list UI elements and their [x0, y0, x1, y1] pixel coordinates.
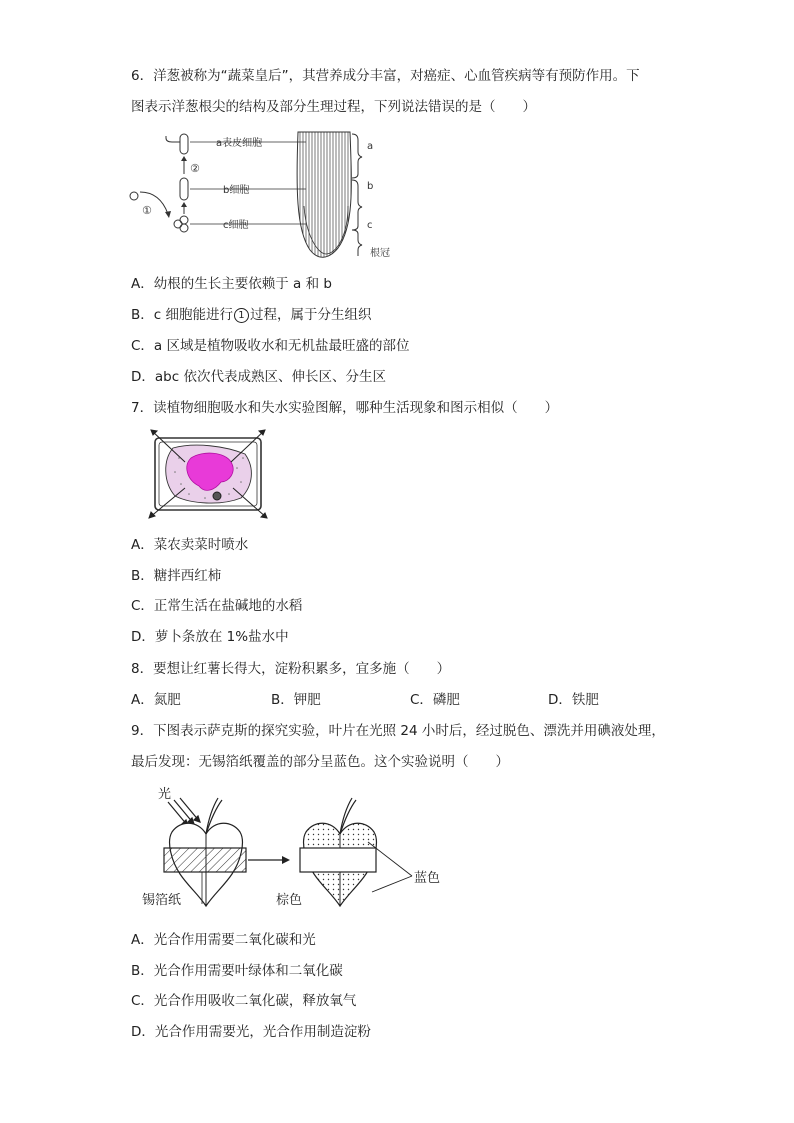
- q6-option-b: [131, 305, 371, 325]
- q8-option-c: C．磷肥: [410, 692, 460, 708]
- brown-area-drawing: [300, 848, 376, 872]
- label-a-cell: a表皮细胞: [216, 138, 263, 149]
- q8-stem: 8．要想让红薯长得大，淀粉积累多，宜多施（ ）: [131, 661, 451, 677]
- left-leaf-drawing: [164, 798, 246, 906]
- zone-b-label: b: [367, 181, 374, 192]
- q6-option-a: A．幼根的生长主要依赖于 a 和 b: [131, 276, 332, 292]
- brown-label: 棕色: [276, 893, 303, 908]
- q6-option-c: C．a 区域是植物吸收水和无机盐最旺盛的部位: [131, 338, 410, 354]
- q6-option-b-pre: B．c 细胞能进行: [131, 307, 233, 323]
- light-arrows: [168, 798, 200, 826]
- q7-option-a: A．菜农卖菜时喷水: [131, 537, 249, 553]
- q9-option-a: A．光合作用需要二氧化碳和光: [131, 932, 316, 948]
- foil-label: 锡箔纸: [142, 893, 182, 908]
- q9-stem-line1: 9．下图表示萨克斯的探究实验，叶片在光照 24 小时后，经过脱色、漂洗并用碘液处理，: [131, 723, 665, 739]
- root-cap-label: 根冠: [370, 248, 390, 259]
- q9-sachs-experiment-figure: [136, 782, 446, 912]
- q7-plant-cell-figure: [145, 428, 270, 520]
- q8-option-a: A．氮肥: [131, 692, 181, 708]
- q9-option-c: C．光合作用吸收二氧化碳，释放氧气: [131, 993, 357, 1009]
- q7-stem: 7．读植物细胞吸水和失水实验图解，哪种生活现象和图示相似（ ）: [131, 400, 559, 416]
- q7-option-b: B．糖拌西红柿: [131, 568, 222, 584]
- right-leaf-drawing: [300, 798, 376, 906]
- zone-c-label: c: [367, 220, 373, 231]
- root-tip-drawing: [297, 132, 351, 257]
- q8-option-b: B．钾肥: [271, 692, 321, 708]
- step2-label: ②: [190, 162, 200, 175]
- foil-strip-drawing: [164, 848, 246, 872]
- circled-step-1: 1: [234, 308, 249, 323]
- q6-option-b-post: 过程，属于分生组织: [249, 307, 372, 323]
- q7-option-d: D．萝卜条放在 1%盐水中: [131, 629, 289, 645]
- nucleus-drawing: [213, 492, 221, 500]
- light-label: 光: [158, 787, 172, 802]
- q9-stem-line2: 最后发现：无锡箔纸覆盖的部分呈蓝色。这个实验说明（ ）: [131, 754, 509, 770]
- q6-option-d: D．abc 依次代表成熟区、伸长区、分生区: [131, 369, 386, 385]
- q7-option-c: C．正常生活在盐碱地的水稻: [131, 598, 303, 614]
- q6-stem-line2: 图表示洋葱根尖的结构及部分生理过程，下列说法错误的是（ ）: [131, 99, 536, 115]
- zone-a-label: a: [367, 141, 374, 152]
- q9-option-b: B．光合作用需要叶绿体和二氧化碳: [131, 963, 343, 979]
- zone-braces: [352, 134, 362, 256]
- mother-cell-drawing: [130, 192, 138, 200]
- step1-label: ①: [142, 204, 152, 217]
- cell-c-drawing: [174, 216, 188, 232]
- label-c-cell: c细胞: [223, 220, 249, 231]
- q9-option-d: D．光合作用需要光，光合作用制造淀粉: [131, 1024, 371, 1040]
- process-arrow: [282, 856, 290, 864]
- q8-option-d: D．铁肥: [548, 692, 599, 708]
- q6-stem-line1: 6．洋葱被称为“蔬菜皇后”，其营养成分丰富，对癌症、心血管疾病等有预防作用。下: [131, 68, 640, 84]
- cell-a-drawing: [166, 134, 188, 154]
- q6-root-tip-figure: [128, 126, 398, 264]
- q8-options-row: [131, 690, 651, 710]
- blue-label: 蓝色: [414, 871, 441, 886]
- cell-b-drawing: [180, 178, 188, 200]
- label-b-cell: b细胞: [223, 185, 250, 196]
